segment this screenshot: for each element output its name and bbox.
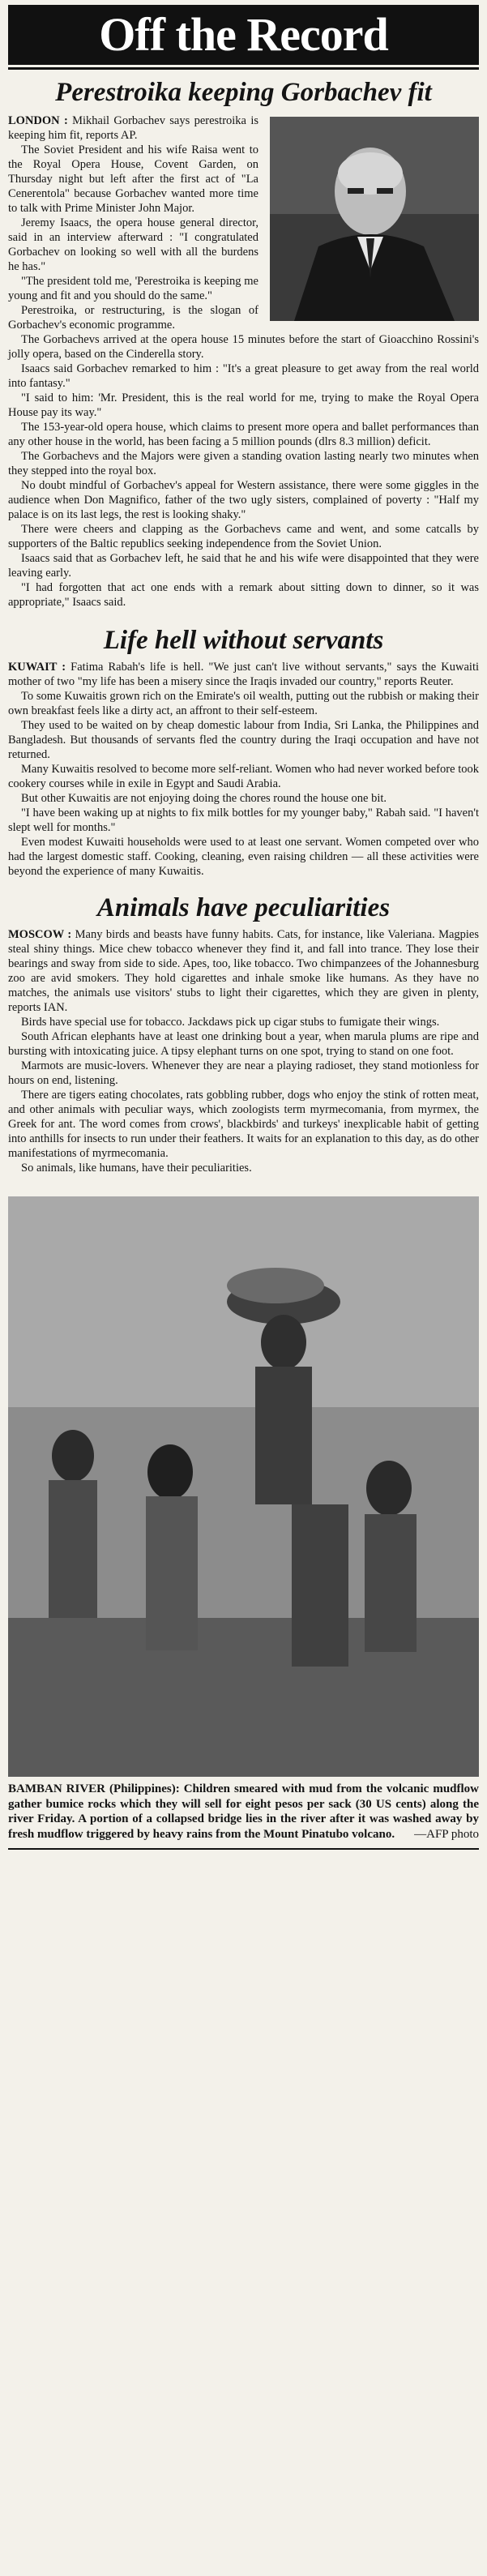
masthead-rule <box>8 67 479 70</box>
paragraph: But other Kuwaitis are not enjoying doing the chores round the house one bit. <box>21 792 387 805</box>
paragraph: Mikhail Gorbachev says perestroika is keeping him fit, reports AP. <box>8 114 258 142</box>
story-body-animals <box>8 927 479 1175</box>
paragraph: There are tigers eating chocolates, rats gobbling rubber, dogs who enjoy the stink of rotten meat, and other animals with peculiar ways, which zoologists term myrmecomania, from myrmex, the Greek for ant. The word comes from crows', blackbirds' and turkeys' inexplicable habit of getting into anthills for insects to run under their feathers. It waits for an explanation to this day, as do other manifestations of myrmecomania. <box>8 1089 479 1160</box>
paragraph: "I had forgotten that act one ends with a remark about sitting down to dinner, so it was appropriate," Isaacs said. <box>8 581 479 609</box>
paragraph: The Gorbachevs and the Majors were given a standing ovation lasting nearly two minutes when they stepped into the royal box. <box>8 450 479 477</box>
paragraph: Even modest Kuwaiti households were used to at least one servant. Women competed over who had the largest domestic staff. Cooking, cleaning, even raising children — all these activities were beyond the experience of many Kuwaitis. <box>8 836 479 878</box>
story-body-gorbachev <box>8 113 479 610</box>
story-body-kuwait <box>8 660 479 879</box>
paragraph: Marmots are music-lovers. Whenever they are near a playing radioset, they stand motionless for hours on end, listening. <box>8 1059 479 1087</box>
bamban-river-children-photo <box>8 1196 479 1777</box>
gorbachev-portrait-photo <box>270 117 479 321</box>
paragraph: To some Kuwaitis grown rich on the Emirate's oil wealth, putting out the rubbish or making their own breakfast feels like a dirty act, an affront to their self-esteem. <box>8 690 479 717</box>
dateline: MOSCOW : <box>8 928 72 941</box>
paragraph: They used to be waited on by cheap domestic labour from India, Sri Lanka, the Philippines and Bangladesh. But thousands of servants fled the country during the Iraqi occupation and have not returned. <box>8 719 479 761</box>
dateline: LONDON : <box>8 114 68 127</box>
paragraph: "I said to him: 'Mr. President, this is the real world for me, trying to make the Royal Opera House pay its way." <box>8 392 479 419</box>
paragraph: No doubt mindful of Gorbachev's appeal for Western assistance, there were some giggles in the audience when Don Magnifico, father of the two ugly sisters, complained of poverty : "Half my palace is on its last legs, the rest is looking shaky." <box>8 479 479 521</box>
paragraph: There were cheers and clapping as the Gorbachevs came and went, and some catcalls by supporters of the Baltic republics seeking independence from the Soviet Union. <box>8 523 479 550</box>
photo-credit: —AFP photo <box>414 1827 479 1841</box>
story-headline-kuwait: Life hell without servants <box>103 626 384 655</box>
paragraph: Many Kuwaitis resolved to become more self-reliant. Women who had never worked before took cookery courses while in exile in Egypt and Saudi Arabia. <box>8 763 479 790</box>
masthead <box>8 5 479 65</box>
paragraph: "The president told me, 'Perestroika is keeping me young and fit and you should do the same." <box>8 275 258 302</box>
caption-text: BAMBAN RIVER (Philippines): Children smeared with mud from the volcanic mudflow gather bumice rocks which they will sell for eight pesos per sack (30 US cents) along the river Friday. A portion of a collapsed bridge lies in the river after it was washed away by fresh mudflow triggered by heavy rains from the Mount Pinatubo volcano. <box>8 1782 479 1841</box>
paragraph: South African elephants have at least one drinking bout a year, when marula plums are ripe and bursting with intoxicating juice. A tipsy elephant turns on one spot, trying to stand on one foot. <box>8 1030 479 1058</box>
paragraph: The 153-year-old opera house, which claims to present more opera and ballet performances than any other house in the world, has been facing a 5 million pounds (dlrs 8.3 million) deficit. <box>8 421 479 448</box>
photo-caption <box>8 1782 479 1842</box>
paragraph: Fatima Rabah's life is hell. "We just can't live without servants," says the Kuwaiti mother of two "my life has been a misery since the Iraqis invaded our country," reports Reuter. <box>8 661 480 688</box>
bottom-rule <box>8 1848 479 1850</box>
paragraph: Many birds and beasts have funny habits. Cats, for instance, like Valeriana. Magpies steal shiny things. Mice chew tobacco whenever they find it, and fall into trance. They lose their bearings and sway from side to side. Apes, too, like tobacco. Two chimpanzees of the Johannesburg zoo are avid smokers. They hold cigarettes and inhale smoke like humans. As they have no matches, the animals use visitors' stubs to light their cigarettes, which they are given in plenty, reports IAN. <box>8 928 479 1014</box>
story-headline-gorbachev: Perestroika keeping Gorbachev fit <box>55 78 432 107</box>
paragraph: The Gorbachevs arrived at the opera house 15 minutes before the start of Gioacchino Rossini's jolly opera, based on the Cinderella story. <box>8 333 479 361</box>
masthead-title: Off the Record <box>99 8 388 61</box>
paragraph: Isaacs said Gorbachev remarked to him : "It's a great pleasure to get away from the real world into fantasy." <box>8 362 479 390</box>
paragraph: The Soviet President and his wife Raisa went to the Royal Opera House, Covent Garden, on Thursday night but left after the first act of "La Cenerentola" because Gorbachev wanted more time to talk with Prime Minister John Major. <box>8 143 258 215</box>
paragraph: Perestroika, or restructuring, is the slogan of Gorbachev's economic programme. <box>8 304 258 332</box>
paragraph: Birds have special use for tobacco. Jackdaws pick up cigar stubs to fumigate their wings. <box>21 1016 440 1029</box>
paragraph: "I have been waking up at nights to fix milk bottles for my younger baby," Rabah said. "I haven't slept well for months." <box>8 807 479 834</box>
dateline: KUWAIT : <box>8 661 66 674</box>
paragraph: Jeremy Isaacs, the opera house general director, said in an interview afterward : "I congratulated Gorbachev on looking so well with all the burdens he has." <box>8 216 258 273</box>
paragraph: Isaacs said that as Gorbachev left, he said that he and his wife were disappointed that they were leaving early. <box>8 552 479 580</box>
story-headline-animals: Animals have peculiarities <box>96 893 391 922</box>
paragraph: So animals, like humans, have their peculiarities. <box>21 1162 252 1175</box>
